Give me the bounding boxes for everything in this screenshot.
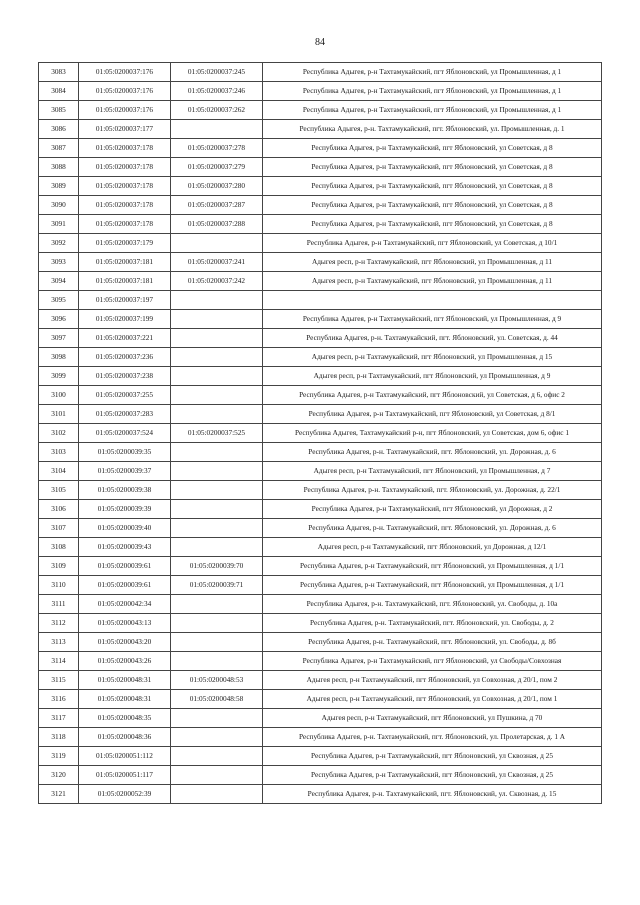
cadastral-number-cell: 01:05:0200051:117 [79,766,171,785]
premises-number-cell: 01:05:0200037:245 [171,63,263,82]
registry-table [38,62,602,804]
cadastral-number-cell: 01:05:0200043:26 [79,652,171,671]
premises-number-cell [171,785,263,804]
table-row [39,633,602,652]
premises-number-cell: 01:05:0200037:241 [171,253,263,272]
premises-number-cell: 01:05:0200037:262 [171,101,263,120]
table-row [39,538,602,557]
address-cell: Республика Адыгея, р-н. Тахтамукайский, пгт. Яблоновский, ул. Свободы, д. 10а [263,595,602,614]
row-number-cell: 3106 [39,500,79,519]
premises-number-cell: 01:05:0200039:71 [171,576,263,595]
cadastral-number-cell: 01:05:0200042:34 [79,595,171,614]
row-number-cell: 3112 [39,614,79,633]
table-row [39,576,602,595]
table-row [39,595,602,614]
address-cell: Республика Адыгея, р-н Тахтамукайский, пгт Яблоновский, ул Промышленная, д 1/1 [263,557,602,576]
table-row [39,348,602,367]
row-number-cell: 3090 [39,196,79,215]
premises-number-cell [171,652,263,671]
cadastral-number-cell: 01:05:0200037:283 [79,405,171,424]
address-cell: Адыгея респ, р-н Тахтамукайский, пгт Яблоновский, ул Совхозная, д 20/1, пом 1 [263,690,602,709]
table-row [39,158,602,177]
address-cell: Республика Адыгея, р-н Тахтамукайский, пгт Яблоновский, ул Промышленная, д 1 [263,63,602,82]
table-row [39,234,602,253]
address-cell: Республика Адыгея, р-н Тахтамукайский, пгт Яблоновский, ул Дорожная, д 2 [263,500,602,519]
address-cell: Республика Адыгея, р-н Тахтамукайский, пгт Яблоновский, ул Промышленная, д 9 [263,310,602,329]
address-cell: Республика Адыгея, р-н. Тахтамукайский, пгт. Яблоновский, ул. Свободы, д. 2 [263,614,602,633]
premises-number-cell [171,633,263,652]
table-row [39,462,602,481]
cadastral-number-cell: 01:05:0200037:178 [79,215,171,234]
cadastral-number-cell: 01:05:0200037:197 [79,291,171,310]
address-cell: Адыгея респ, р-н Тахтамукайский, пгт Яблоновский, ул Совхозная, д 20/1, пом 2 [263,671,602,690]
cadastral-number-cell: 01:05:0200037:181 [79,253,171,272]
premises-number-cell: 01:05:0200048:53 [171,671,263,690]
cadastral-number-cell: 01:05:0200039:43 [79,538,171,557]
premises-number-cell [171,747,263,766]
premises-number-cell: 01:05:0200048:58 [171,690,263,709]
address-cell: Республика Адыгея, р-н. Тахтамукайский, пгт. Яблоновский, ул. Дорожная, д. 22/1 [263,481,602,500]
address-cell: Республика Адыгея, р-н. Тахтамукайский, пгт. Яблоновский, ул. Советская, д. 44 [263,329,602,348]
premises-number-cell [171,386,263,405]
table-row [39,139,602,158]
row-number-cell: 3092 [39,234,79,253]
cadastral-number-cell: 01:05:0200043:13 [79,614,171,633]
cadastral-number-cell: 01:05:0200048:31 [79,671,171,690]
cadastral-number-cell: 01:05:0200048:31 [79,690,171,709]
row-number-cell: 3117 [39,709,79,728]
address-cell: Республика Адыгея, р-н Тахтамукайский, пгт Яблоновский, ул Свободы/Совхозная [263,652,602,671]
table-row [39,177,602,196]
row-number-cell: 3115 [39,671,79,690]
row-number-cell: 3120 [39,766,79,785]
cadastral-number-cell: 01:05:0200037:177 [79,120,171,139]
registry-table-body [39,63,602,804]
premises-number-cell [171,291,263,310]
table-row [39,196,602,215]
address-cell: Республика Адыгея, р-н. Тахтамукайский, пгт. Яблоновский, ул. Дорожная, д. 6 [263,443,602,462]
cadastral-number-cell: 01:05:0200039:39 [79,500,171,519]
address-cell: Республика Адыгея, р-н Тахтамукайский, пгт Яблоновский, ул Промышленная, д 1 [263,101,602,120]
cadastral-number-cell: 01:05:0200039:35 [79,443,171,462]
table-row [39,215,602,234]
row-number-cell: 3113 [39,633,79,652]
premises-number-cell [171,234,263,253]
address-cell: Адыгея респ, р-н Тахтамукайский, пгт Яблоновский, ул Промышленная, д 11 [263,272,602,291]
address-cell: Республика Адыгея, р-н Тахтамукайский, пгт Яблоновский, ул Промышленная, д 1 [263,82,602,101]
row-number-cell: 3083 [39,63,79,82]
cadastral-number-cell: 01:05:0200037:179 [79,234,171,253]
row-number-cell: 3088 [39,158,79,177]
table-row [39,329,602,348]
address-cell: Республика Адыгея, р-н Тахтамукайский, пгт Яблоновский, ул Советская, д 8 [263,215,602,234]
row-number-cell: 3094 [39,272,79,291]
row-number-cell: 3108 [39,538,79,557]
address-cell: Республика Адыгея, р-н Тахтамукайский, пгт Яблоновский, ул Советская, д 8 [263,196,602,215]
row-number-cell: 3111 [39,595,79,614]
premises-number-cell [171,310,263,329]
address-cell: Республика Адыгея, р-н Тахтамукайский, пгт Яблоновский, ул Советская, д 6, офис 2 [263,386,602,405]
cadastral-number-cell: 01:05:0200043:20 [79,633,171,652]
address-cell: Адыгея респ, р-н Тахтамукайский, пгт Яблоновский, ул Дорожная, д 12/1 [263,538,602,557]
table-row [39,652,602,671]
address-cell: Республика Адыгея, р-н Тахтамукайский, пгт Яблоновский, ул Сквозная, д 25 [263,747,602,766]
cadastral-number-cell: 01:05:0200048:35 [79,709,171,728]
row-number-cell: 3099 [39,367,79,386]
premises-number-cell [171,481,263,500]
table-row [39,82,602,101]
cadastral-number-cell: 01:05:0200037:255 [79,386,171,405]
cadastral-number-cell: 01:05:0200037:236 [79,348,171,367]
table-row [39,557,602,576]
row-number-cell: 3116 [39,690,79,709]
address-cell: Адыгея респ, р-н Тахтамукайский, пгт Яблоновский, ул Промышленная, д 9 [263,367,602,386]
table-row [39,747,602,766]
premises-number-cell [171,329,263,348]
address-cell: Адыгея респ, р-н Тахтамукайский, пгт Яблоновский, ул Пушкина, д 70 [263,709,602,728]
premises-number-cell: 01:05:0200037:288 [171,215,263,234]
cadastral-number-cell: 01:05:0200051:112 [79,747,171,766]
row-number-cell: 3103 [39,443,79,462]
cadastral-number-cell: 01:05:0200037:176 [79,101,171,120]
row-number-cell: 3091 [39,215,79,234]
table-row [39,690,602,709]
row-number-cell: 3110 [39,576,79,595]
address-cell: Республика Адыгея, р-н. Тахтамукайский, пгт. Яблоновский, ул. Дорожная, д. 6 [263,519,602,538]
premises-number-cell [171,766,263,785]
cadastral-number-cell: 01:05:0200037:524 [79,424,171,443]
premises-number-cell [171,443,263,462]
cadastral-number-cell: 01:05:0200048:36 [79,728,171,747]
premises-number-cell [171,500,263,519]
cadastral-number-cell: 01:05:0200037:178 [79,196,171,215]
table-row [39,253,602,272]
row-number-cell: 3121 [39,785,79,804]
row-number-cell: 3085 [39,101,79,120]
premises-number-cell [171,595,263,614]
cadastral-number-cell: 01:05:0200039:37 [79,462,171,481]
row-number-cell: 3101 [39,405,79,424]
table-row [39,443,602,462]
table-row [39,424,602,443]
table-row [39,766,602,785]
table-row [39,386,602,405]
table-row [39,709,602,728]
table-row [39,367,602,386]
premises-number-cell [171,367,263,386]
table-row [39,272,602,291]
row-number-cell: 3119 [39,747,79,766]
row-number-cell: 3087 [39,139,79,158]
row-number-cell: 3114 [39,652,79,671]
address-cell: Республика Адыгея, р-н Тахтамукайский, пгт Яблоновский, ул Советская, д 8 [263,177,602,196]
address-cell: Республика Адыгея, р-н. Тахтамукайский, пгт. Яблоновский, ул. Сквозная, д. 15 [263,785,602,804]
address-cell [263,291,602,310]
premises-number-cell [171,728,263,747]
premises-number-cell: 01:05:0200037:287 [171,196,263,215]
address-cell: Республика Адыгея, р-н Тахтамукайский, пгт Яблоновский, ул Промышленная, д 1/1 [263,576,602,595]
address-cell: Адыгея респ, р-н Тахтамукайский, пгт Яблоновский, ул Промышленная, д 11 [263,253,602,272]
premises-number-cell [171,462,263,481]
premises-number-cell [171,348,263,367]
row-number-cell: 3109 [39,557,79,576]
cadastral-number-cell: 01:05:0200037:176 [79,82,171,101]
cadastral-number-cell: 01:05:0200037:178 [79,177,171,196]
row-number-cell: 3096 [39,310,79,329]
premises-number-cell: 01:05:0200037:242 [171,272,263,291]
table-row [39,500,602,519]
row-number-cell: 3093 [39,253,79,272]
premises-number-cell [171,120,263,139]
table-row [39,291,602,310]
address-cell: Республика Адыгея, р-н Тахтамукайский, пгт Яблоновский, ул Сквозная, д 25 [263,766,602,785]
row-number-cell: 3104 [39,462,79,481]
premises-number-cell [171,614,263,633]
premises-number-cell: 01:05:0200037:246 [171,82,263,101]
cadastral-number-cell: 01:05:0200052:39 [79,785,171,804]
row-number-cell: 3086 [39,120,79,139]
row-number-cell: 3102 [39,424,79,443]
address-cell: Республика Адыгея, р-н. Тахтамукайский, пгт. Яблоновский, ул. Свободы, д. 8б [263,633,602,652]
row-number-cell: 3100 [39,386,79,405]
table-row [39,101,602,120]
address-cell: Республика Адыгея, р-н Тахтамукайский, пгт Яблоновский, ул Советская, д 8 [263,158,602,177]
row-number-cell: 3098 [39,348,79,367]
address-cell: Республика Адыгея, Тахтамукайский р-н, пгт Яблоновский, ул Советская, дом 6, офис 1 [263,424,602,443]
table-row [39,63,602,82]
cadastral-number-cell: 01:05:0200039:40 [79,519,171,538]
premises-number-cell: 01:05:0200037:279 [171,158,263,177]
table-row [39,671,602,690]
address-cell: Адыгея респ, р-н Тахтамукайский, пгт Яблоновский, ул Промышленная, д 15 [263,348,602,367]
cadastral-number-cell: 01:05:0200039:61 [79,557,171,576]
page-number: 84 [315,37,325,48]
cadastral-number-cell: 01:05:0200037:181 [79,272,171,291]
premises-number-cell: 01:05:0200037:278 [171,139,263,158]
cadastral-number-cell: 01:05:0200039:38 [79,481,171,500]
premises-number-cell [171,709,263,728]
address-cell: Республика Адыгея, р-н Тахтамукайский, пгт Яблоновский, ул Советская, д 8 [263,139,602,158]
address-cell: Республика Адыгея, р-н Тахтамукайский, пгт Яблоновский, ул Советская, д 10/1 [263,234,602,253]
table-row [39,785,602,804]
table-row [39,481,602,500]
table-row [39,405,602,424]
cadastral-number-cell: 01:05:0200037:178 [79,158,171,177]
address-cell: Республика Адыгея, р-н. Тахтамукайский, пгт. Яблоновский, ул. Пролетарская, д. 1 А [263,728,602,747]
cadastral-number-cell: 01:05:0200037:176 [79,63,171,82]
premises-number-cell: 01:05:0200039:70 [171,557,263,576]
premises-number-cell: 01:05:0200037:525 [171,424,263,443]
premises-number-cell: 01:05:0200037:280 [171,177,263,196]
cadastral-number-cell: 01:05:0200037:199 [79,310,171,329]
table-row [39,728,602,747]
cadastral-number-cell: 01:05:0200039:61 [79,576,171,595]
row-number-cell: 3118 [39,728,79,747]
table-row [39,120,602,139]
row-number-cell: 3097 [39,329,79,348]
row-number-cell: 3107 [39,519,79,538]
premises-number-cell [171,519,263,538]
table-row [39,614,602,633]
cadastral-number-cell: 01:05:0200037:221 [79,329,171,348]
row-number-cell: 3095 [39,291,79,310]
table-row [39,310,602,329]
address-cell: Адыгея респ, р-н Тахтамукайский, пгт Яблоновский, ул Промышленная, д 7 [263,462,602,481]
cadastral-number-cell: 01:05:0200037:238 [79,367,171,386]
row-number-cell: 3089 [39,177,79,196]
premises-number-cell [171,405,263,424]
address-cell: Республика Адыгея, р-н. Тахтамукайский, пгт. Яблоновский, ул. Промышленная, д. 1 [263,120,602,139]
cadastral-number-cell: 01:05:0200037:178 [79,139,171,158]
row-number-cell: 3105 [39,481,79,500]
row-number-cell: 3084 [39,82,79,101]
premises-number-cell [171,538,263,557]
table-row [39,519,602,538]
address-cell: Республика Адыгея, р-н Тахтамукайский, пгт Яблоновский, ул Советская, д 8/1 [263,405,602,424]
